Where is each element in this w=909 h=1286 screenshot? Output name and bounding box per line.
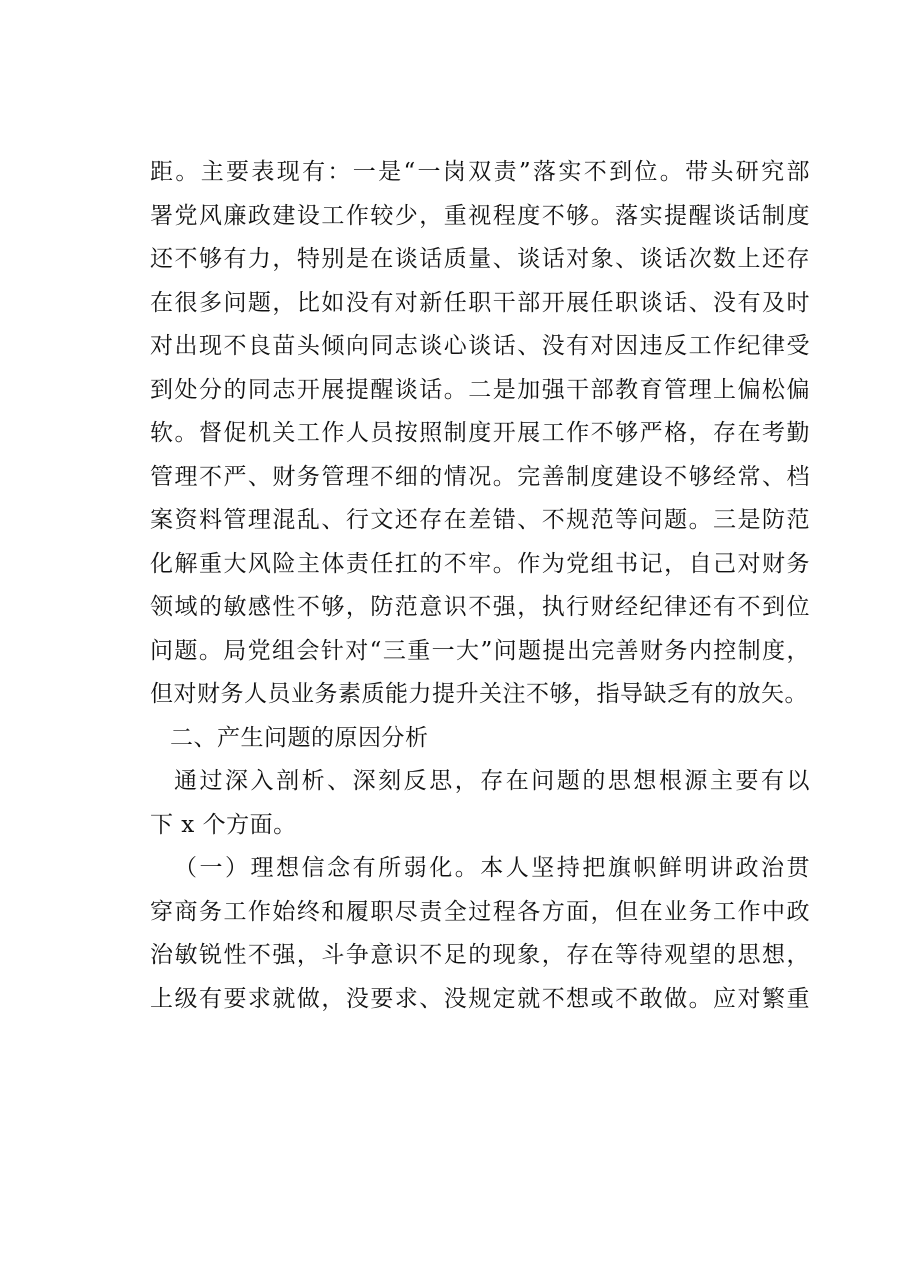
text-line: 署党风廉政建设工作较少，重视程度不够。落实提醒谈话制度 xyxy=(150,202,810,229)
text-line: 管理不严、财务管理不细的情况。完善制度建设不够经常、档 xyxy=(150,463,810,490)
text-line: 软。督促机关工作人员按照制度开展工作不够严格，存在考勤 xyxy=(150,420,810,446)
document-body xyxy=(150,151,810,1021)
text-line: 距。主要表现有：一是“一岗双责”落实不到位。带头研究部 xyxy=(150,159,810,185)
text-line: 还不够有力，特别是在谈话质量、谈话对象、谈话次数上还存 xyxy=(150,246,810,272)
text-line: 但对财务人员业务素质能力提升关注不够，指导缺乏有的放矢。 xyxy=(150,681,808,707)
text-line: 化解重大风险主体责任扛的不牢。作为党组书记，自己对财务 xyxy=(150,550,810,577)
text-line: 穿商务工作始终和履职尽责全过程各方面，但在业务工作中政 xyxy=(150,898,810,925)
paragraph-ideals-beliefs xyxy=(150,847,810,1021)
text-line: 领域的敏感性不够，防范意识不强，执行财经纪律还有不到位 xyxy=(150,594,810,620)
text-line: 对出现不良苗头倾向同志谈心谈话、没有对因违反工作纪律受 xyxy=(150,333,810,359)
paragraph-root-causes-intro xyxy=(150,760,810,847)
text-line: 通过深入剖析、深刻反思，存在问题的思想根源主要有以 xyxy=(174,768,810,794)
text-line: 到处分的同志开展提醒谈话。二是加强干部教育管理上偏松偏 xyxy=(150,376,810,403)
text-line: 下 x 个方面。 xyxy=(150,811,297,838)
text-line: 上级有要求就做，没要求、没规定就不想或不敢做。应对繁重 xyxy=(150,985,810,1012)
text-line: 治敏锐性不强，斗争意识不足的现象，存在等待观望的思想， xyxy=(150,942,810,968)
text-line: 案资料管理混乱、行文还存在差错、不规范等问题。三是防范 xyxy=(150,507,810,533)
paragraph-problems xyxy=(150,151,810,717)
text-line: 在很多问题，比如没有对新任职干部开展任职谈话、没有及时 xyxy=(150,289,810,316)
text-line: （一）理想信念有所弱化。本人坚持把旗帜鲜明讲政治贯 xyxy=(174,855,810,881)
section-heading: 二、产生问题的原因分析 xyxy=(170,724,429,751)
text-line: 问题。局党组会针对“三重一大”问题提出完善财务内控制度， xyxy=(150,637,810,664)
